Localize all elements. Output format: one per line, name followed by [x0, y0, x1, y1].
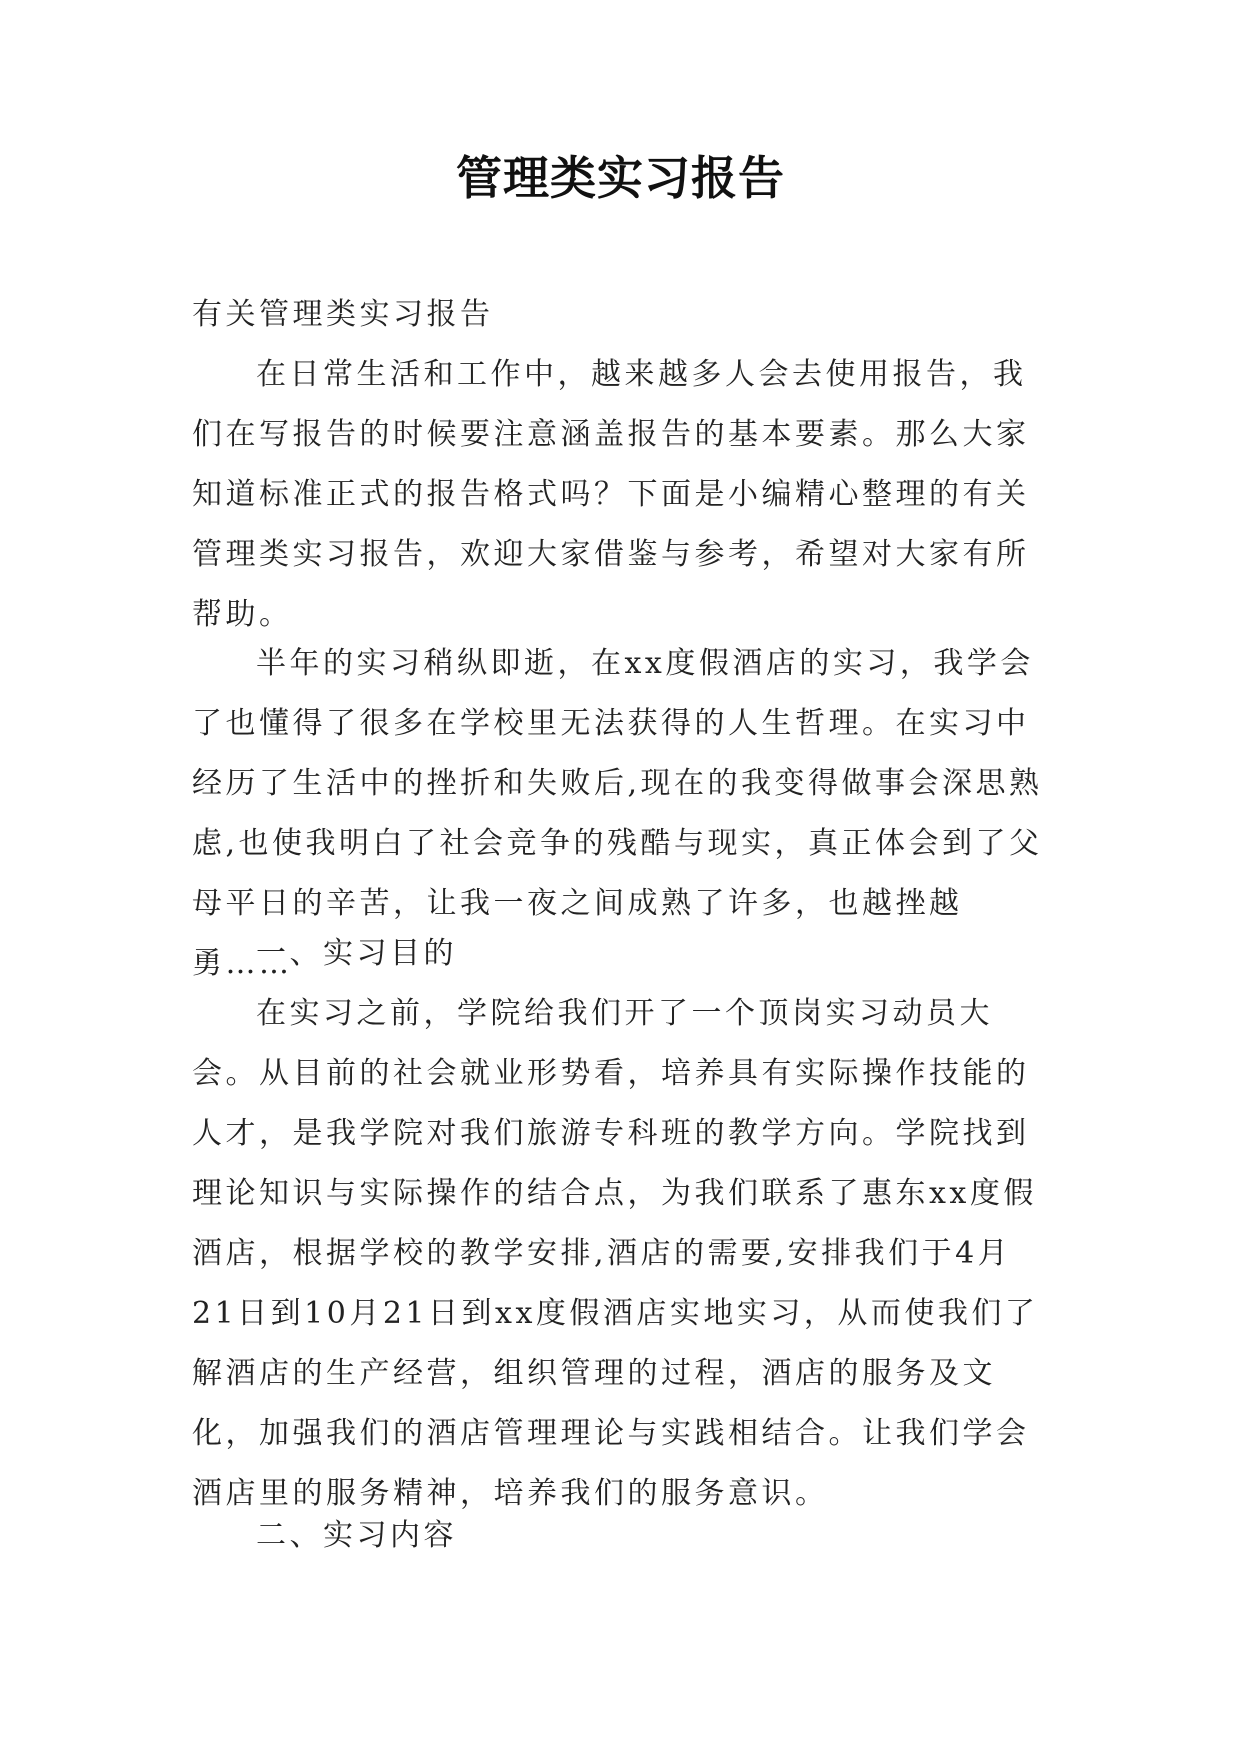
document-title: 管理类实习报告	[456, 151, 785, 205]
purpose-paragraph: 在实习之前，学院给我们开了一个顶岗实习动员大会。从目前的社会就业形势看，培养具有实际操作技能的人才，是我学院对我们旅游专科班的教学方向。学院找到理论知识与实际操作的结合点，为我们联系了惠东xx度假酒店，根据学校的教学安排,酒店的需要,安排我们于4月21日到10月21日到xx度假酒店实地实习，从而使我们了解酒店的生产经营，组织管理的过程，酒店的服务及文化，加强我们的酒店管理理论与实践相结合。让我们学会酒店里的服务精神，培养我们的服务意识。	[192, 996, 1039, 1511]
main-paragraph: 半年的实习稍纵即逝，在xx度假酒店的实习，我学会了也懂得了很多在学校里无法获得的人生哲理。在实习中经历了生活中的挫折和失败后,现在的我变得做事会深思熟虑,也使我明白了社会竞争的残酷与现实，真正体会到了父母平日的辛苦，让我一夜之间成熟了许多，也越挫越勇……	[192, 646, 1043, 981]
document-subtitle: 有关管理类实习报告	[192, 297, 494, 332]
section-heading-content: 二、实习内容	[256, 1518, 457, 1553]
section-heading-purpose: 一、实习目的	[256, 936, 457, 971]
intro-paragraph: 在日常生活和工作中，越来越多人会去使用报告，我们在写报告的时候要注意涵盖报告的基本要素。那么大家知道标准正式的报告格式吗？下面是小编精心整理的有关管理类实习报告，欢迎大家借鉴与参考，希望对大家有所帮助。	[192, 357, 1030, 632]
